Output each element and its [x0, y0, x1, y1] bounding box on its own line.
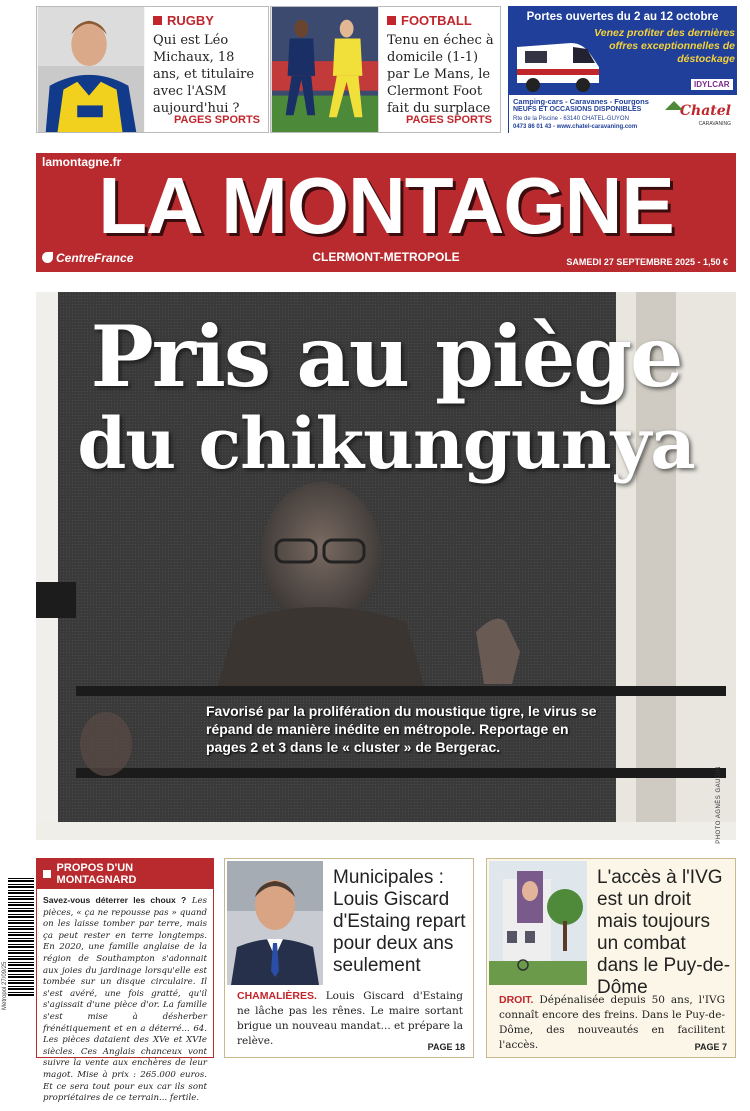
column-body — [37, 889, 213, 1111]
teaser-rugby-body — [153, 13, 265, 117]
ad-subline: Venez profiter des dernières offres exceptionnelles de déstockage — [594, 27, 735, 65]
teaser-football[interactable] — [270, 6, 501, 133]
story-text: Dépénalisée depuis 50 ans, l'IVG connaît encore des freins. Dans le Puy-de-Dôme, des nouveautés en facilitent l'accès. — [499, 994, 725, 1051]
column-lead: Savez-vous déterrer les choux ? — [43, 895, 187, 905]
hero-lead: Favorisé par la prolifération du moustique tigre, le virus se répand de manière inédite en métropole. Reportage en pages 2 et 3 dans le « cluster » de Bergerac. — [206, 703, 597, 755]
column-text: Les pièces, « ça ne repousse pas » quand on les laisse tomber par terre, mais ça peut rester en terre longtemps. En 2020, une famille anglaise de la région de Southampton s'adonnait aux joies du jardinage lorsqu'elle est tombée sur un disque circulaire. Il s'est avéré, une fois gratté, qu'il s'agissait d'une pièce d'or. La famille s'est mise à désherber frénétiquement et en a déterré... 64. Les pièces dataient des XVe et XVIe siècles. Ces Anglais chanceux vont suivre la vente aux enchères de leur magot. Mise à prix : 265.000 euros. Et ce sera tout pour eux car ils sont propriétaires de ce terrain... fertile. — [43, 896, 208, 1104]
story-kicker: CHAMALIÈRES. — [237, 990, 317, 1002]
headline-line-1: Pris au piège — [90, 307, 682, 406]
ad-headline: Portes ouvertes du 2 au 12 octobre — [526, 11, 719, 23]
teaser-category — [387, 13, 497, 28]
rugby-player-photo — [37, 7, 145, 132]
square-bullet-icon — [43, 870, 51, 878]
building-mural-photo — [489, 861, 587, 985]
ad-brand-chatel: Chatel — [679, 103, 731, 119]
story-text: Louis Giscard d'Estaing ne lâche pas les rênes. Le maire sortant brigue un nouveau mandat... et prépare la relève. — [237, 990, 463, 1047]
politician-photo — [227, 861, 323, 985]
ad-categories: Camping-cars - Caravanes - Fourgons — [513, 97, 649, 106]
ad-stock: NEUFS ET OCCASIONS DISPONIBLES — [513, 106, 642, 113]
square-bullet-icon — [387, 16, 396, 25]
main-headline — [36, 307, 736, 485]
teaser-text: Qui est Léo Michaux, 18 ans, et titulaire avec l'ASM aujourd'hui ? — [153, 33, 255, 116]
story-page-ref[interactable]: PAGE 7 — [694, 1042, 727, 1052]
story-body — [237, 989, 463, 1049]
group-name: CentreFrance — [56, 251, 134, 265]
barcode — [8, 878, 34, 996]
story-title[interactable]: L'accès à l'IVG est un droit mais toujours un combat dans le Puy-de-Dôme — [597, 867, 731, 998]
story-municipales[interactable] — [224, 858, 474, 1058]
teaser-page-ref[interactable]: PAGES SPORTS — [174, 114, 260, 126]
teaser-football-body — [387, 13, 497, 117]
camper-van-image — [511, 33, 603, 95]
teaser-page-ref[interactable]: PAGES SPORTS — [406, 114, 492, 126]
ad-brand-chatel-sub: CARAVANING — [698, 121, 731, 127]
house-icon — [665, 101, 683, 110]
masthead — [36, 153, 736, 272]
teaser-category — [153, 13, 265, 28]
advertisement[interactable] — [508, 6, 737, 133]
teaser-rugby[interactable] — [36, 6, 269, 133]
newspaper-title: LA MONTAGNE — [98, 161, 674, 250]
date-price: SAMEDI 27 SEPTEMBRE 2025 - 1,50 € — [566, 257, 728, 267]
story-kicker: DROIT. — [499, 994, 534, 1006]
football-players-photo — [271, 7, 379, 132]
story-body — [499, 993, 725, 1053]
square-bullet-icon — [153, 16, 162, 25]
story-title[interactable]: Municipales : Louis Giscard d'Estaing repart pour deux ans seulement — [333, 867, 466, 976]
teaser-category-label: RUGBY — [167, 13, 214, 28]
column-header — [37, 859, 213, 889]
site-url[interactable]: lamontagne.fr — [42, 155, 122, 169]
column-header-label: PROPOS D'UN MONTAGNARD — [56, 862, 137, 886]
photo-credit: PHOTO AGNÈS GAUDIN — [716, 766, 723, 844]
ad-contact: 0473 86 01 43 - www.chatel-caravaning.com — [513, 124, 638, 130]
teaser-category-label: FOOTBALL — [401, 13, 472, 28]
edition-name: CLERMONT-METROPOLE — [312, 250, 460, 264]
column-propos[interactable] — [36, 858, 214, 1104]
hero-story[interactable] — [36, 292, 736, 844]
ad-brand-chatel-logo — [659, 93, 735, 131]
headline-line-2: du chikungunya — [77, 402, 695, 485]
story-page-ref[interactable]: PAGE 18 — [427, 1042, 465, 1052]
barcode-label: Metropol 27/09/25 — [2, 961, 8, 1010]
ad-brand-idylcar: IDYLCAR — [691, 79, 733, 90]
teaser-text: Tenu en échec à domicile (1-1) par Le Mans, le Clermont Foot fait du surplace — [387, 33, 494, 116]
story-ivg[interactable] — [486, 858, 736, 1058]
ad-address: Rte de la Piscine - 63140 CHATEL-GUYON — [513, 116, 629, 122]
